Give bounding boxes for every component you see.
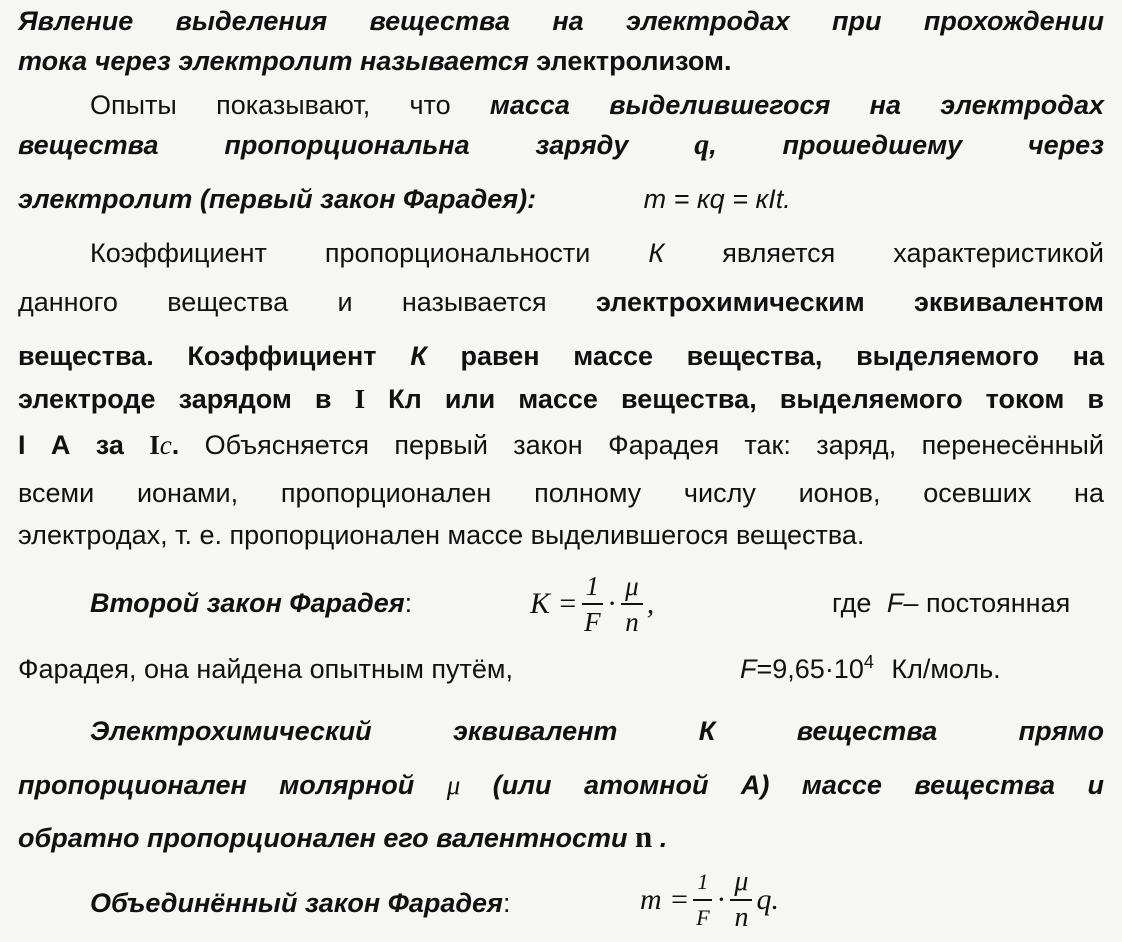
proportional-molar-text: пропорционален молярной (18, 770, 415, 800)
coulomb-or-mass-text: Кл или массе вещества, выделяемого током в (388, 384, 1104, 414)
substance-called-text: данного вещества и называется (18, 287, 547, 317)
period-mark: . (171, 430, 180, 460)
valence-n-symbol: n (634, 819, 653, 854)
definition-electrolysis-part2: тока через электролит называется (18, 46, 529, 76)
one-second-digit: I (149, 430, 160, 460)
first-faraday-law-label: электролит (первый закон Фарадея): (18, 184, 537, 214)
text-line-3 (18, 88, 1104, 122)
fraction-1-denominator: F (584, 607, 601, 637)
text-line-17 (18, 820, 1104, 855)
text-line-16 (18, 768, 1104, 802)
final-period: . (659, 823, 668, 853)
faraday-value: =9,65·10 (756, 654, 864, 684)
equals-mass-text: равен массе вещества, выделяемого на (460, 341, 1104, 371)
where-text: где (832, 588, 872, 618)
mass-deposited-text: масса выделившегося на электродах (489, 90, 1104, 120)
coefficient-symbol-k-2: К (410, 341, 427, 371)
coefficient-symbol-k: К (648, 238, 665, 268)
combined-fraction-1-numerator: 1 (693, 865, 712, 901)
combined-law-formula (640, 860, 779, 940)
second-law-colon: : (404, 588, 413, 618)
text-line-11 (18, 476, 1104, 510)
combined-faraday-law-label: Объединённый закон Фарадея (90, 888, 503, 918)
text-line-7 (18, 285, 1104, 319)
text-line-18 (18, 860, 1104, 940)
combined-multiply-dot: · (716, 883, 727, 916)
faraday-exponent: 4 (863, 652, 874, 672)
combined-fraction-mu-over-n (730, 865, 752, 935)
first-law-formula: m = кq = кIt. (643, 184, 791, 214)
text-line-4 (18, 128, 1104, 162)
text-line-5 (18, 182, 1104, 216)
fraction-2-denominator: n (625, 607, 639, 637)
constant-text: – постоянная (903, 588, 1071, 618)
first-law-explanation-text: Объясняется первый закон Фарадея так: заряд, перенесённый (204, 430, 1104, 460)
second-faraday-law-label: Второй закон Фарадея (90, 588, 405, 618)
faraday-found-text: Фарадея, она найдена опытным путём, (18, 654, 513, 684)
second-unit: с (159, 430, 172, 460)
faraday-constant-symbol-2: F (740, 654, 757, 684)
text-line-14 (18, 652, 1104, 686)
k-equals: К = (530, 587, 578, 620)
charge-symbol-q: q (694, 128, 710, 161)
is-characteristic-text: является характеристикой (722, 238, 1104, 268)
proportional-to-charge-text: вещества пропорциональна заряду (18, 130, 629, 160)
electrochemical-equivalent-text: Электрохимический эквивалент (90, 716, 618, 746)
fraction-2-numerator: μ (621, 569, 643, 605)
combined-fraction-2-numerator: μ (730, 865, 752, 901)
coefficient-text: Коэффициент пропорциональности (90, 238, 591, 268)
inversely-proportional-text: обратно пропорционален его валентности (18, 823, 628, 853)
experiments-show-text: Опыты показывают, что (90, 90, 451, 120)
definition-electrolysis-part1: Явление выделения вещества на электродах при прохождении (18, 6, 1104, 36)
text-line-15 (18, 714, 1104, 748)
combined-fraction-one-over-f (693, 865, 712, 935)
fraction-one-over-f (582, 569, 604, 639)
electrodes-mass-text: электродах, т. е. пропорционален массе выделившегося вещества. (18, 520, 865, 550)
charge-q-end: q. (756, 883, 779, 916)
formula-comma: , (646, 587, 655, 620)
atomic-mass-text: (или атомной А) массе вещества и (492, 770, 1104, 800)
text-line-12 (18, 518, 1104, 552)
text-line-6 (18, 236, 1104, 270)
combined-law-colon: : (502, 888, 511, 918)
text-line-8 (18, 339, 1104, 373)
ions-proportional-text: всеми ионами, пропорционален полному числу ионов, осевших на (18, 478, 1104, 508)
coefficient-symbol-k-3: К (698, 716, 716, 746)
fraction-1-numerator: 1 (582, 569, 604, 605)
term-electrochemical-equivalent: электрохимическим эквивалентом (595, 287, 1104, 317)
faraday-unit: Кл/моль. (891, 654, 1001, 684)
term-electrolysis: электролизом. (536, 46, 732, 76)
coefficient-substance-text: вещества. Коэффициент (18, 341, 377, 371)
m-equals: m = (640, 883, 690, 916)
one-coulomb-digit: I (354, 384, 366, 414)
combined-fraction-1-denominator: F (696, 905, 710, 930)
faraday-constant-symbol: F (886, 588, 904, 618)
text-line-2 (18, 44, 1104, 78)
fraction-mu-over-n (621, 569, 643, 639)
combined-fraction-2-denominator: n (734, 902, 749, 933)
text-line-13 (18, 566, 1104, 642)
text-line-1 (18, 4, 1104, 38)
passed-through-text: , прошедшему через (709, 130, 1104, 160)
second-law-formula (530, 566, 654, 642)
directly-text: вещества прямо (796, 716, 1104, 746)
text-line-9 (18, 382, 1104, 416)
electrode-charge-text: электроде зарядом в (18, 384, 332, 414)
multiply-dot: · (607, 587, 618, 620)
one-ampere-text: I А за (18, 430, 124, 460)
text-line-10 (18, 428, 1104, 462)
mu-symbol: μ (446, 770, 461, 800)
